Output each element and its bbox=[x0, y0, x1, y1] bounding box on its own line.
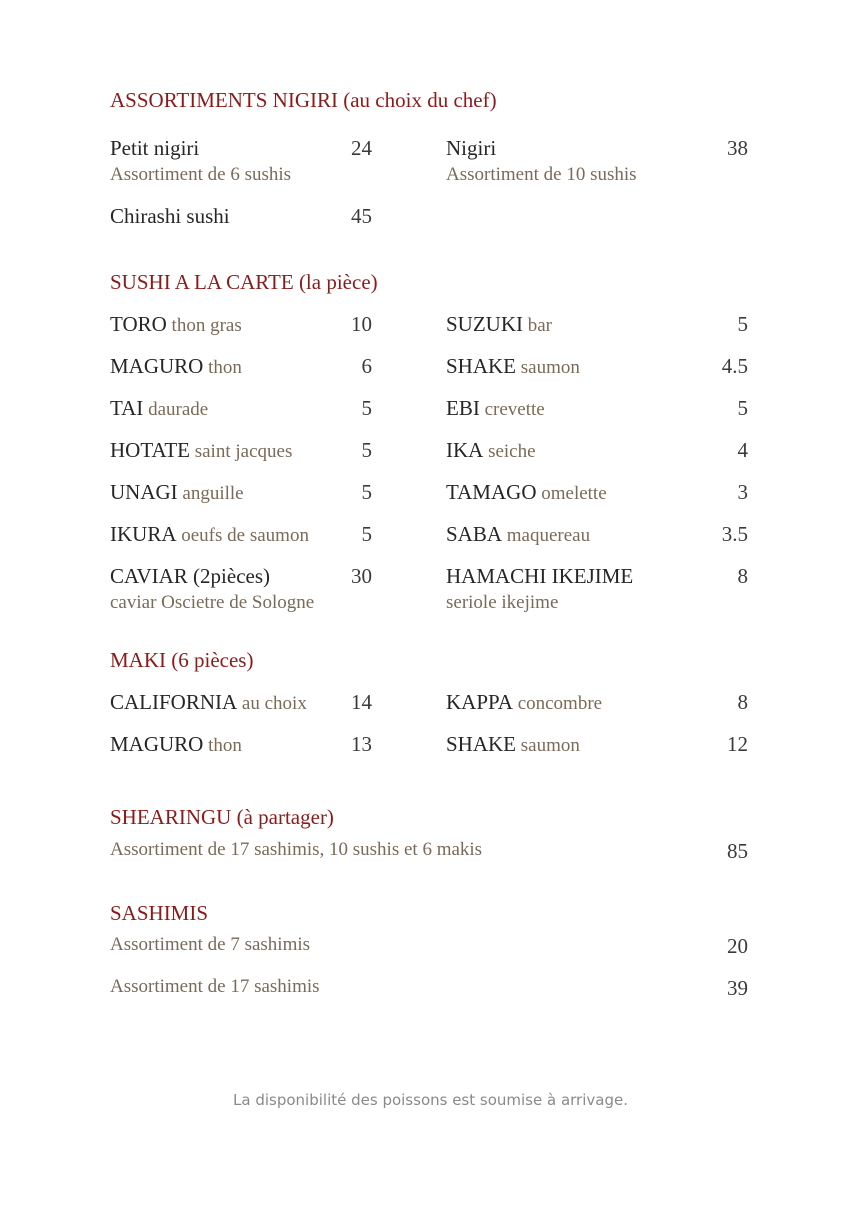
item-price: 3.5 bbox=[721, 522, 748, 546]
item-price: 8 bbox=[737, 564, 748, 588]
item-description: seriole ikejime bbox=[446, 592, 559, 613]
item-name: Nigiri bbox=[446, 136, 497, 160]
item-name: Chirashi sushi bbox=[110, 204, 230, 228]
menu-item-saba bbox=[446, 522, 748, 552]
item-subtitle: au choix bbox=[237, 693, 307, 714]
item-name: Assortiment de 7 sashimis bbox=[110, 934, 311, 955]
availability-note: La disponibilité des poissons est soumise à arrivage. bbox=[233, 1091, 628, 1109]
item-subtitle: anguille bbox=[177, 483, 244, 504]
section-title-maki: MAKI (6 pièces) bbox=[110, 648, 254, 672]
menu-item-hotate bbox=[110, 438, 372, 468]
item-price: 85 bbox=[727, 839, 748, 863]
item-subtitle: crevette bbox=[479, 399, 545, 420]
item-subtitle: omelette bbox=[536, 483, 607, 504]
item-price: 8 bbox=[737, 690, 748, 714]
menu-item-nigiri bbox=[446, 136, 748, 185]
item-subtitle: saumon bbox=[516, 357, 580, 378]
item-name: SHAKE saumon bbox=[446, 354, 580, 378]
item-description: caviar Oscietre de Sologne bbox=[110, 592, 315, 613]
item-name: KAPPA concombre bbox=[446, 690, 603, 714]
menu-item-petit-nigiri bbox=[110, 136, 372, 185]
item-price: 5 bbox=[361, 480, 372, 504]
item-subtitle: seiche bbox=[483, 441, 536, 462]
item-name: HAMACHI IKEJIME bbox=[446, 564, 634, 588]
menu-item-sashimi-17 bbox=[110, 976, 748, 1006]
item-price: 6 bbox=[361, 354, 372, 378]
item-description: Assortiment de 6 sushis bbox=[110, 164, 292, 185]
item-price: 45 bbox=[351, 204, 372, 228]
item-description: Assortiment de 10 sushis bbox=[446, 164, 637, 185]
menu-item-suzuki bbox=[446, 312, 748, 342]
item-subtitle: thon gras bbox=[166, 315, 242, 336]
section-title-sushi: SUSHI A LA CARTE (la pièce) bbox=[110, 270, 378, 294]
section-title-nigiri: ASSORTIMENTS NIGIRI (au choix du chef) bbox=[110, 88, 497, 112]
menu-item-unagi bbox=[110, 480, 372, 510]
section-title-shearingu: SHEARINGU (à partager) bbox=[110, 805, 334, 829]
menu-item-ebi bbox=[446, 396, 748, 426]
item-price: 4.5 bbox=[721, 354, 748, 378]
item-name: SUZUKI bar bbox=[446, 312, 553, 336]
menu-item-hamachi bbox=[446, 564, 748, 613]
menu-item-toro bbox=[110, 312, 372, 342]
item-price: 24 bbox=[351, 136, 372, 160]
menu-item-shearingu bbox=[110, 839, 748, 869]
item-name: IKURA oeufs de saumon bbox=[110, 522, 309, 546]
item-price: 5 bbox=[361, 396, 372, 420]
item-price: 38 bbox=[727, 136, 748, 160]
item-name: CAVIAR (2pièces) bbox=[110, 564, 271, 588]
item-price: 5 bbox=[737, 396, 748, 420]
menu-item-maguro-maki bbox=[110, 732, 372, 762]
menu-item-maguro bbox=[110, 354, 372, 384]
item-price: 5 bbox=[737, 312, 748, 336]
item-subtitle: bar bbox=[523, 315, 553, 336]
menu-item-tamago bbox=[446, 480, 748, 510]
item-name: CALIFORNIA au choix bbox=[110, 690, 307, 714]
item-subtitle: oeufs de saumon bbox=[176, 525, 309, 546]
menu-item-caviar bbox=[110, 564, 372, 613]
item-price: 12 bbox=[727, 732, 748, 756]
item-name: TAI daurade bbox=[110, 396, 209, 420]
menu-item-california bbox=[110, 690, 372, 720]
item-price: 3 bbox=[737, 480, 748, 504]
item-price: 5 bbox=[361, 438, 372, 462]
menu-item-sashimi-7 bbox=[110, 934, 748, 964]
item-price: 4 bbox=[737, 438, 748, 462]
item-subtitle: saumon bbox=[516, 735, 580, 756]
item-price: 39 bbox=[727, 976, 748, 1000]
item-subtitle: maquereau bbox=[502, 525, 591, 546]
item-name: MAGURO thon bbox=[110, 354, 242, 378]
item-price: 20 bbox=[727, 934, 748, 958]
item-price: 13 bbox=[351, 732, 372, 756]
menu-item-shake bbox=[446, 354, 748, 384]
item-subtitle: concombre bbox=[512, 693, 603, 714]
section-title-sashimis: SASHIMIS bbox=[110, 901, 209, 925]
item-name: MAGURO thon bbox=[110, 732, 242, 756]
item-price: 30 bbox=[351, 564, 372, 588]
item-name: Assortiment de 17 sashimis, 10 sushis et 6 makis bbox=[110, 839, 483, 860]
item-price: 5 bbox=[361, 522, 372, 546]
item-name: IKA seiche bbox=[446, 438, 536, 462]
item-name: UNAGI anguille bbox=[110, 480, 244, 504]
item-subtitle: thon bbox=[203, 735, 242, 756]
item-name: TAMAGO omelette bbox=[446, 480, 607, 504]
menu-item-ikura bbox=[110, 522, 372, 552]
menu-item-chirashi bbox=[110, 204, 372, 234]
menu-item-shake-maki bbox=[446, 732, 748, 762]
item-name: EBI crevette bbox=[446, 396, 545, 420]
item-subtitle: daurade bbox=[143, 399, 209, 420]
item-name: TORO thon gras bbox=[110, 312, 242, 336]
item-subtitle: saint jacques bbox=[189, 441, 293, 462]
item-name: Assortiment de 17 sashimis bbox=[110, 976, 320, 997]
item-name: SHAKE saumon bbox=[446, 732, 580, 756]
item-name: HOTATE saint jacques bbox=[110, 438, 293, 462]
menu-item-ika bbox=[446, 438, 748, 468]
item-name: SABA maquereau bbox=[446, 522, 591, 546]
menu-item-kappa bbox=[446, 690, 748, 720]
item-price: 10 bbox=[351, 312, 372, 336]
item-subtitle: thon bbox=[203, 357, 242, 378]
menu-item-tai bbox=[110, 396, 372, 426]
item-name: Petit nigiri bbox=[110, 136, 200, 160]
item-price: 14 bbox=[351, 690, 372, 714]
